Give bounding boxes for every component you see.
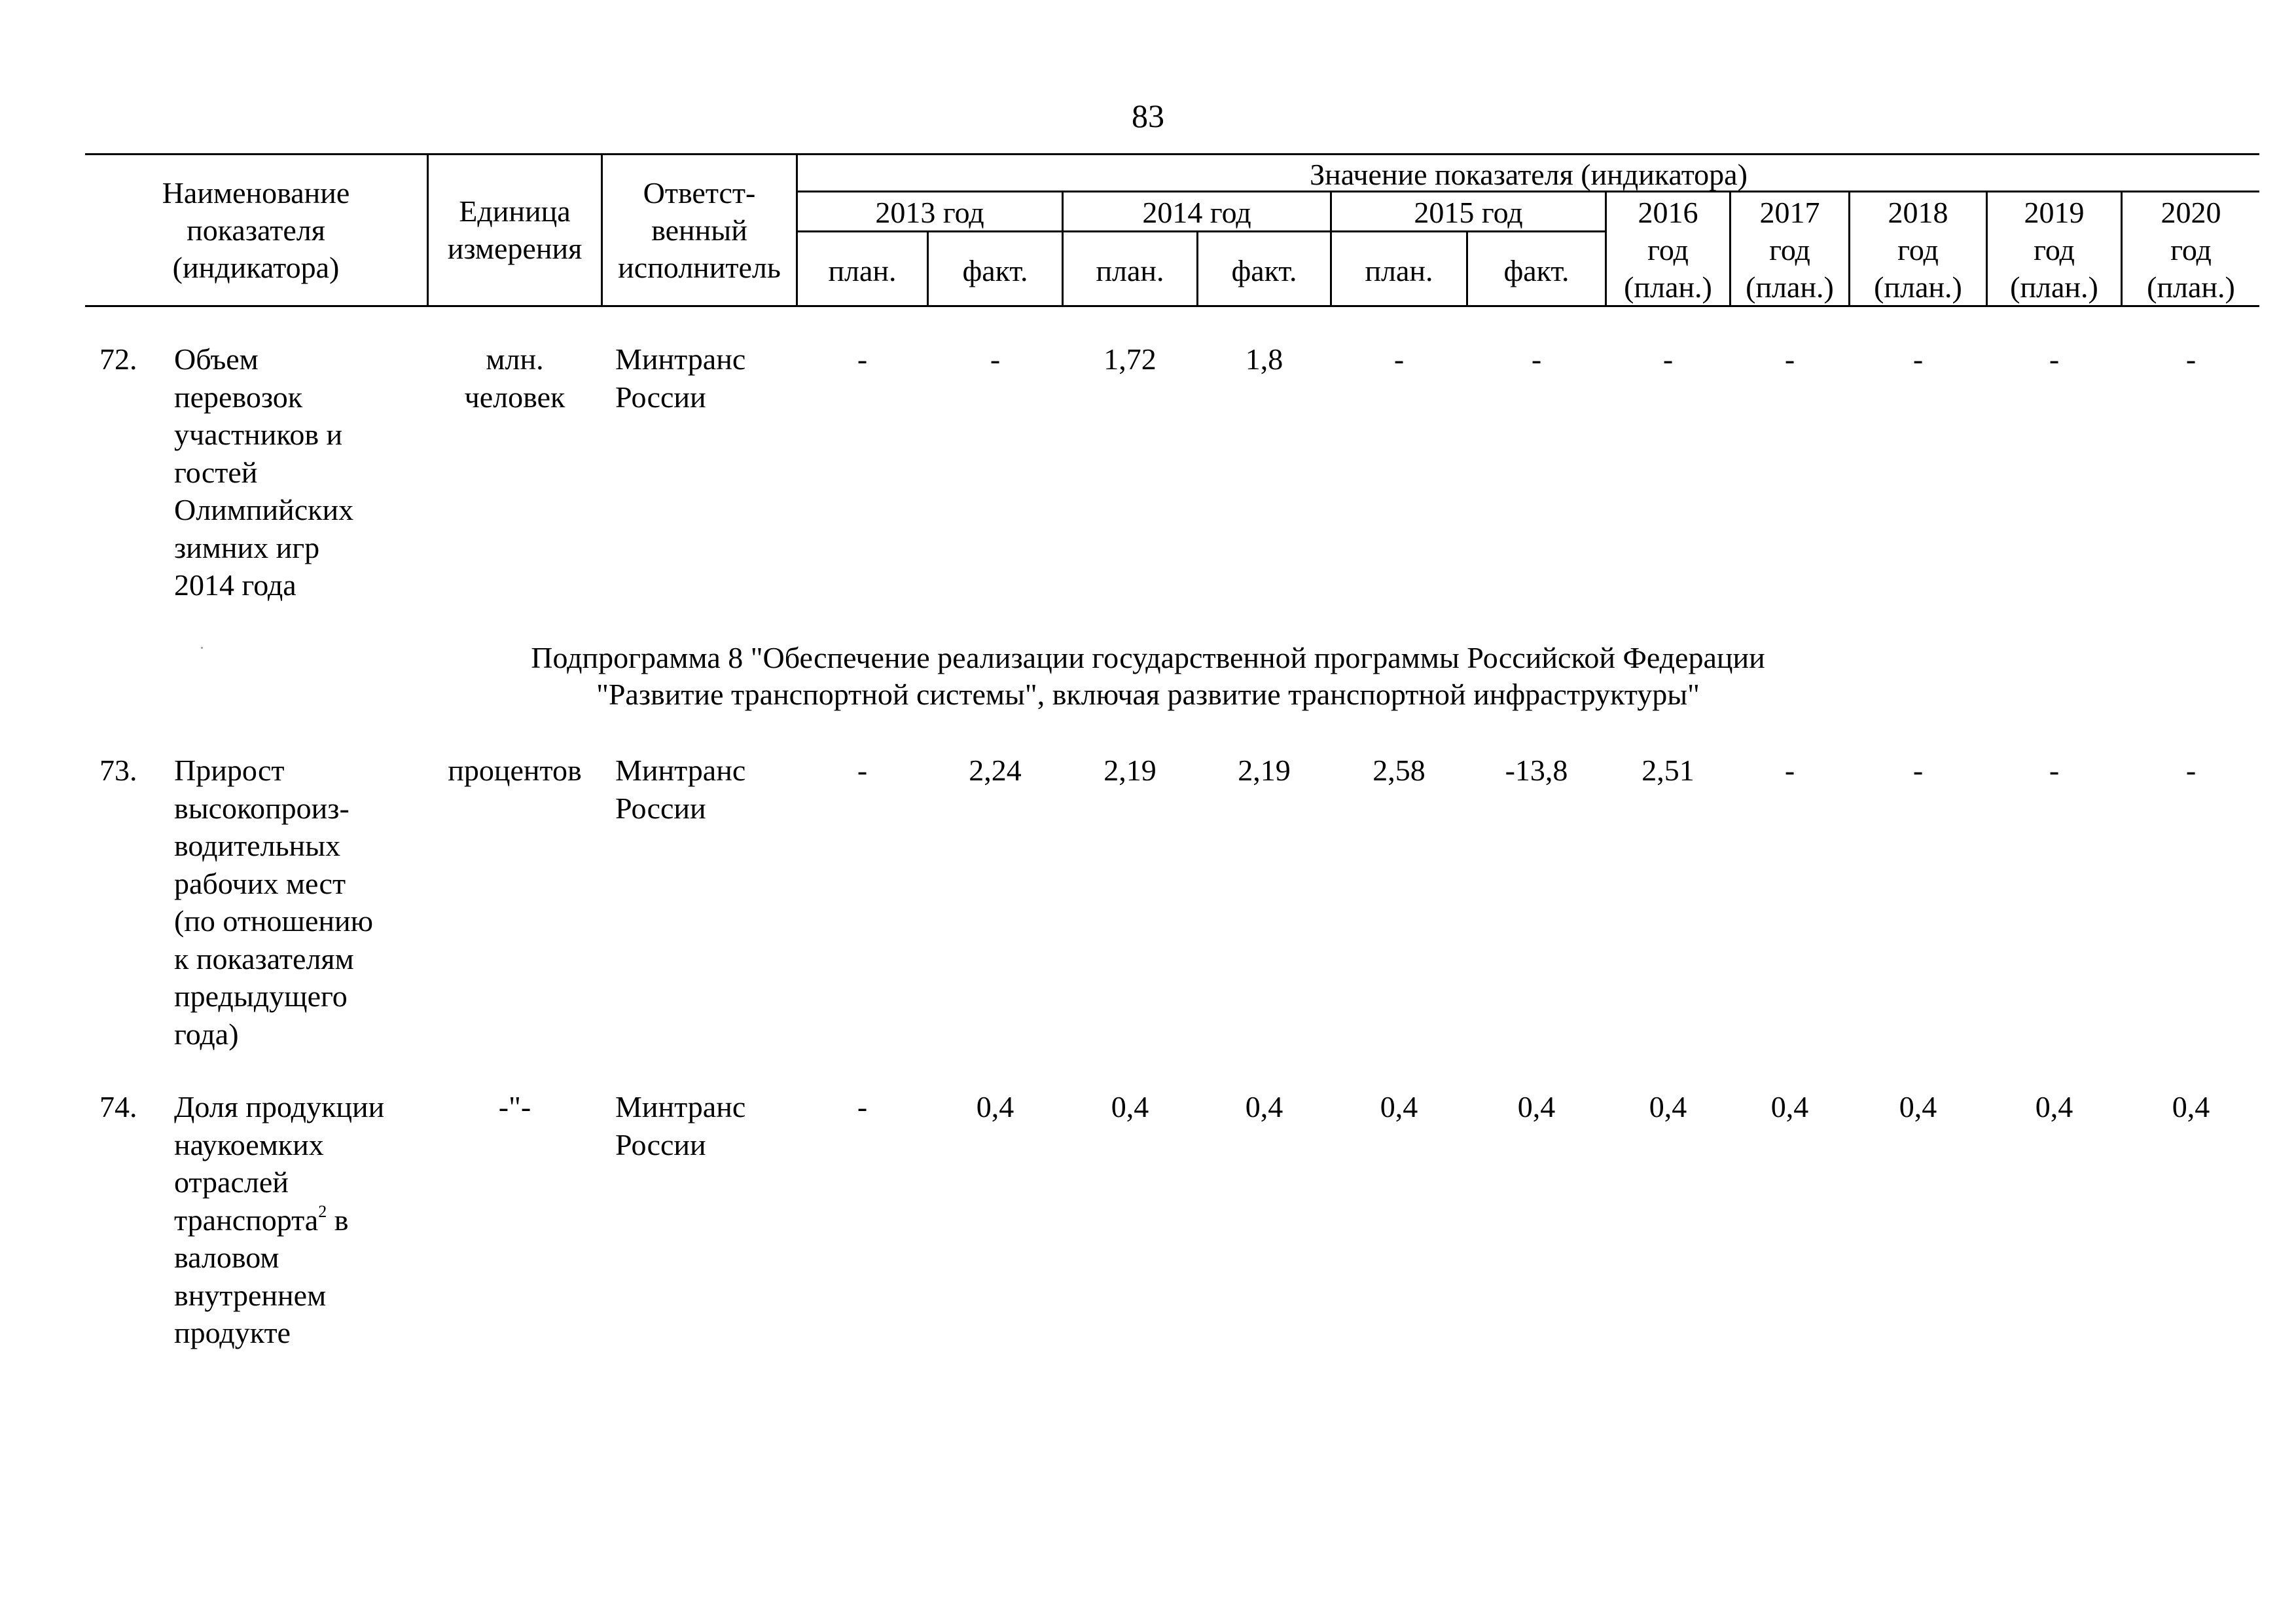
header-value-group: Значение показателя (индикатора) xyxy=(1310,158,1748,191)
row-number: 74. xyxy=(99,1090,137,1123)
value-2013-fact: - xyxy=(990,342,1001,376)
value-2018-plan: - xyxy=(1912,754,1924,787)
subprogram-title-line-2: "Развитие транспортной системы", включая развитие транспортной инфраструктуры" xyxy=(596,678,1700,711)
header-year-2020: 2020 год (план.) xyxy=(2147,196,2235,304)
value-2018-plan: 0,4 xyxy=(1899,1090,1937,1123)
unit: -"- xyxy=(498,1090,531,1123)
value-2017-plan: - xyxy=(1784,342,1795,376)
value-2015-plan: - xyxy=(1393,342,1405,376)
indicator-name xyxy=(174,1088,436,1352)
value-2013-fact: 2,24 xyxy=(969,754,1022,787)
page-number: 83 xyxy=(1132,98,1164,134)
value-2014-fact: 0,4 xyxy=(1245,1090,1283,1123)
indicator-name: Прирост высокопроиз- водительных рабочих мест (по отношению к показателям предыдущего года) xyxy=(174,754,373,1051)
header-year-2018: 2018 год (план.) xyxy=(1874,196,1962,304)
indicator-name: Объем перевозок участников и гостей Олимпийских зимних игр 2014 года xyxy=(174,342,354,602)
value-2013-plan: - xyxy=(857,342,868,376)
header-responsible: Ответст- венный исполнитель xyxy=(618,176,781,284)
value-2016-plan: 2,51 xyxy=(1641,754,1695,787)
header-year-2015: 2015 год xyxy=(1414,196,1523,229)
value-2013-plan: - xyxy=(857,754,868,787)
value-2020-plan: - xyxy=(2185,342,2197,376)
value-2014-fact: 1,8 xyxy=(1245,342,1283,376)
value-2015-fact: -13,8 xyxy=(1505,754,1568,787)
value-2015-fact: - xyxy=(1531,342,1542,376)
header-unit: Единица измерения xyxy=(447,194,583,265)
value-2020-plan: 0,4 xyxy=(2172,1090,2210,1123)
indicator-name-part: в валовом внутреннем продукте xyxy=(174,1203,349,1349)
value-2018-plan: - xyxy=(1912,342,1924,376)
header-fact: факт. xyxy=(1231,254,1297,287)
header-fact: факт. xyxy=(962,254,1028,287)
header-year-2019: 2019 год (план.) xyxy=(2010,196,2098,304)
value-2017-plan: - xyxy=(1784,754,1795,787)
value-2017-plan: 0,4 xyxy=(1770,1090,1809,1123)
value-2020-plan: - xyxy=(2185,754,2197,787)
table-top-border xyxy=(85,153,2259,155)
header-year-2013: 2013 год xyxy=(875,196,984,229)
responsible: Минтранс России xyxy=(615,342,746,414)
row-number: 72. xyxy=(99,342,137,376)
header-year-2017: 2017 год (план.) xyxy=(1746,196,1834,304)
header-plan: план. xyxy=(1365,254,1433,287)
header-fact: факт. xyxy=(1503,254,1570,287)
value-2019-plan: - xyxy=(2049,754,2060,787)
header-plan: план. xyxy=(1096,254,1164,287)
row-number: 73. xyxy=(99,754,137,787)
value-2019-plan: 0,4 xyxy=(2035,1090,2073,1123)
value-2015-plan: 0,4 xyxy=(1380,1090,1418,1123)
header-name: Наименование показателя (индикатора) xyxy=(162,176,350,284)
value-2014-plan: 0,4 xyxy=(1111,1090,1149,1123)
subprogram-title-line-1: Подпрограмма 8 "Обеспечение реализации государственной программы Российской Федерации xyxy=(531,641,1765,674)
value-2015-plan: 2,58 xyxy=(1372,754,1426,787)
value-2014-plan: 1,72 xyxy=(1103,342,1157,376)
value-2019-plan: - xyxy=(2049,342,2060,376)
value-2016-plan: 0,4 xyxy=(1649,1090,1687,1123)
value-2013-fact: 0,4 xyxy=(976,1090,1014,1123)
header-year-2016: 2016 год (план.) xyxy=(1624,196,1712,304)
subprogram-title xyxy=(0,640,2296,713)
unit: процентов xyxy=(448,754,582,787)
unit: млн. человек xyxy=(464,342,565,414)
value-2014-fact: 2,19 xyxy=(1238,754,1291,787)
responsible: Минтранс России xyxy=(615,754,746,825)
value-2014-plan: 2,19 xyxy=(1103,754,1157,787)
header-plan: план. xyxy=(828,254,897,287)
value-2013-plan: - xyxy=(857,1090,868,1123)
footnote-marker: 2 xyxy=(318,1201,327,1221)
value-2016-plan: - xyxy=(1662,342,1674,376)
indicator-name-part: Доля продукции наукоемких отраслей транспорта xyxy=(174,1090,385,1237)
value-2015-fact: 0,4 xyxy=(1517,1090,1556,1123)
header-year-2014: 2014 год xyxy=(1142,196,1251,229)
responsible: Минтранс России xyxy=(615,1090,746,1161)
